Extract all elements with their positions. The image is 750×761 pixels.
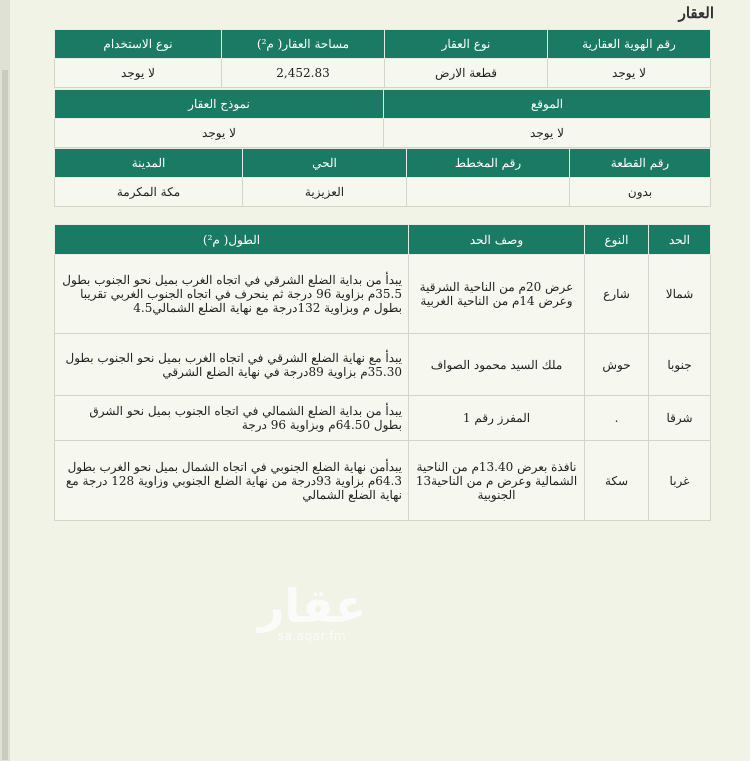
- location-value-row: [55, 119, 711, 148]
- header-property-type: نوع العقار: [385, 30, 548, 59]
- value-property-type: قطعة الارض: [385, 59, 548, 88]
- boundary-length: يبدأ من بداية الضلع الشرقي في اتجاه الغرب بميل نحو الجنوب بطول 35.5م بزاوية 96 درجة ثم ينحرف في اتجاه الجنوب الغربي تقريبا بطول م وبزاوية 132درجة مع نهاية الضلع الشمالي4.5: [55, 255, 409, 334]
- header-boundary-type: النوع: [585, 225, 649, 255]
- boundary-side: شمالا: [649, 255, 711, 334]
- boundary-description: نافذة بعرض 13.40م من الناحية الشمالية وعرض م من الناحية13 الجنوبية: [409, 441, 585, 521]
- boundary-type: سكة: [585, 441, 649, 521]
- header-city: المدينة: [55, 149, 243, 178]
- header-boundary-description: وصف الحد: [409, 225, 585, 255]
- property-info-header-row: [55, 30, 711, 59]
- scrollbar[interactable]: [0, 0, 10, 761]
- boundary-length: يبدأ من بداية الضلع الشمالي في اتجاه الجنوب بميل نحو الشرق بطول 64.50م وبزاوية 96 درجة: [55, 396, 409, 441]
- header-scheme-number: رقم المخطط: [407, 149, 570, 178]
- location-header-row: [55, 90, 711, 119]
- watermark-url: sa.aqar.fm: [277, 629, 347, 643]
- value-property-id: لا يوجد: [548, 59, 711, 88]
- header-plot-number: رقم القطعة: [570, 149, 711, 178]
- boundaries-header-row: [55, 225, 711, 255]
- value-scheme-number: [407, 178, 570, 207]
- value-property-area: 2,452.83: [222, 59, 385, 88]
- header-boundary: الحد: [649, 225, 711, 255]
- plot-header-row: [55, 149, 711, 178]
- header-district: الحي: [243, 149, 407, 178]
- table-row: [55, 396, 711, 441]
- value-property-model: لا يوجد: [55, 119, 384, 148]
- header-location: الموقع: [384, 90, 711, 119]
- header-boundary-length: الطول( م²): [55, 225, 409, 255]
- header-property-id: رقم الهوية العقارية: [548, 30, 711, 59]
- boundary-type: شارع: [585, 255, 649, 334]
- value-plot-number: بدون: [570, 178, 711, 207]
- aqar-logo: عقار: [257, 579, 367, 633]
- watermark: [253, 579, 371, 643]
- boundary-description: ملك السيد محمود الصواف: [409, 334, 585, 396]
- boundary-side: جنوبا: [649, 334, 711, 396]
- boundary-side: غربا: [649, 441, 711, 521]
- boundary-type: حوش: [585, 334, 649, 396]
- boundary-length: يبدأ مع نهاية الضلع الشرقي في اتجاه الغرب بميل نحو الجنوب بطول 35.30م بزاوية 89درجة في نهاية الضلع الشرقي: [55, 334, 409, 396]
- property-info-value-row: [55, 59, 711, 88]
- table-row: [55, 334, 711, 396]
- boundary-type: .: [585, 396, 649, 441]
- boundary-side: شرقا: [649, 396, 711, 441]
- header-property-model: نموذج العقار: [55, 90, 384, 119]
- plot-table: [54, 148, 711, 207]
- header-usage-type: نوع الاستخدام: [55, 30, 222, 59]
- property-info-table: [54, 29, 711, 88]
- location-table: [54, 89, 711, 148]
- value-location: لا يوجد: [384, 119, 711, 148]
- boundaries-table: [54, 224, 711, 521]
- page-title: العقار: [678, 4, 714, 22]
- table-row: [55, 441, 711, 521]
- table-row: [55, 255, 711, 334]
- boundary-length: يبدأمن نهاية الضلع الجنوبي في اتجاه الشمال بميل نحو الغرب بطول 64.3م بزاوية 93درجة من نهاية الضلع الجنوبي وزاوية 128 درجة مع نهاية الضلع الشمالي: [55, 441, 409, 521]
- value-city: مكة المكرمة: [55, 178, 243, 207]
- header-property-area: مساحة العقار( م²): [222, 30, 385, 59]
- boundary-description: عرض 20م من الناحية الشرقية وعرض 14م من الناحية الغربية: [409, 255, 585, 334]
- value-usage-type: لا يوجد: [55, 59, 222, 88]
- boundary-description: المفرز رقم 1: [409, 396, 585, 441]
- plot-value-row: [55, 178, 711, 207]
- value-district: العزيزية: [243, 178, 407, 207]
